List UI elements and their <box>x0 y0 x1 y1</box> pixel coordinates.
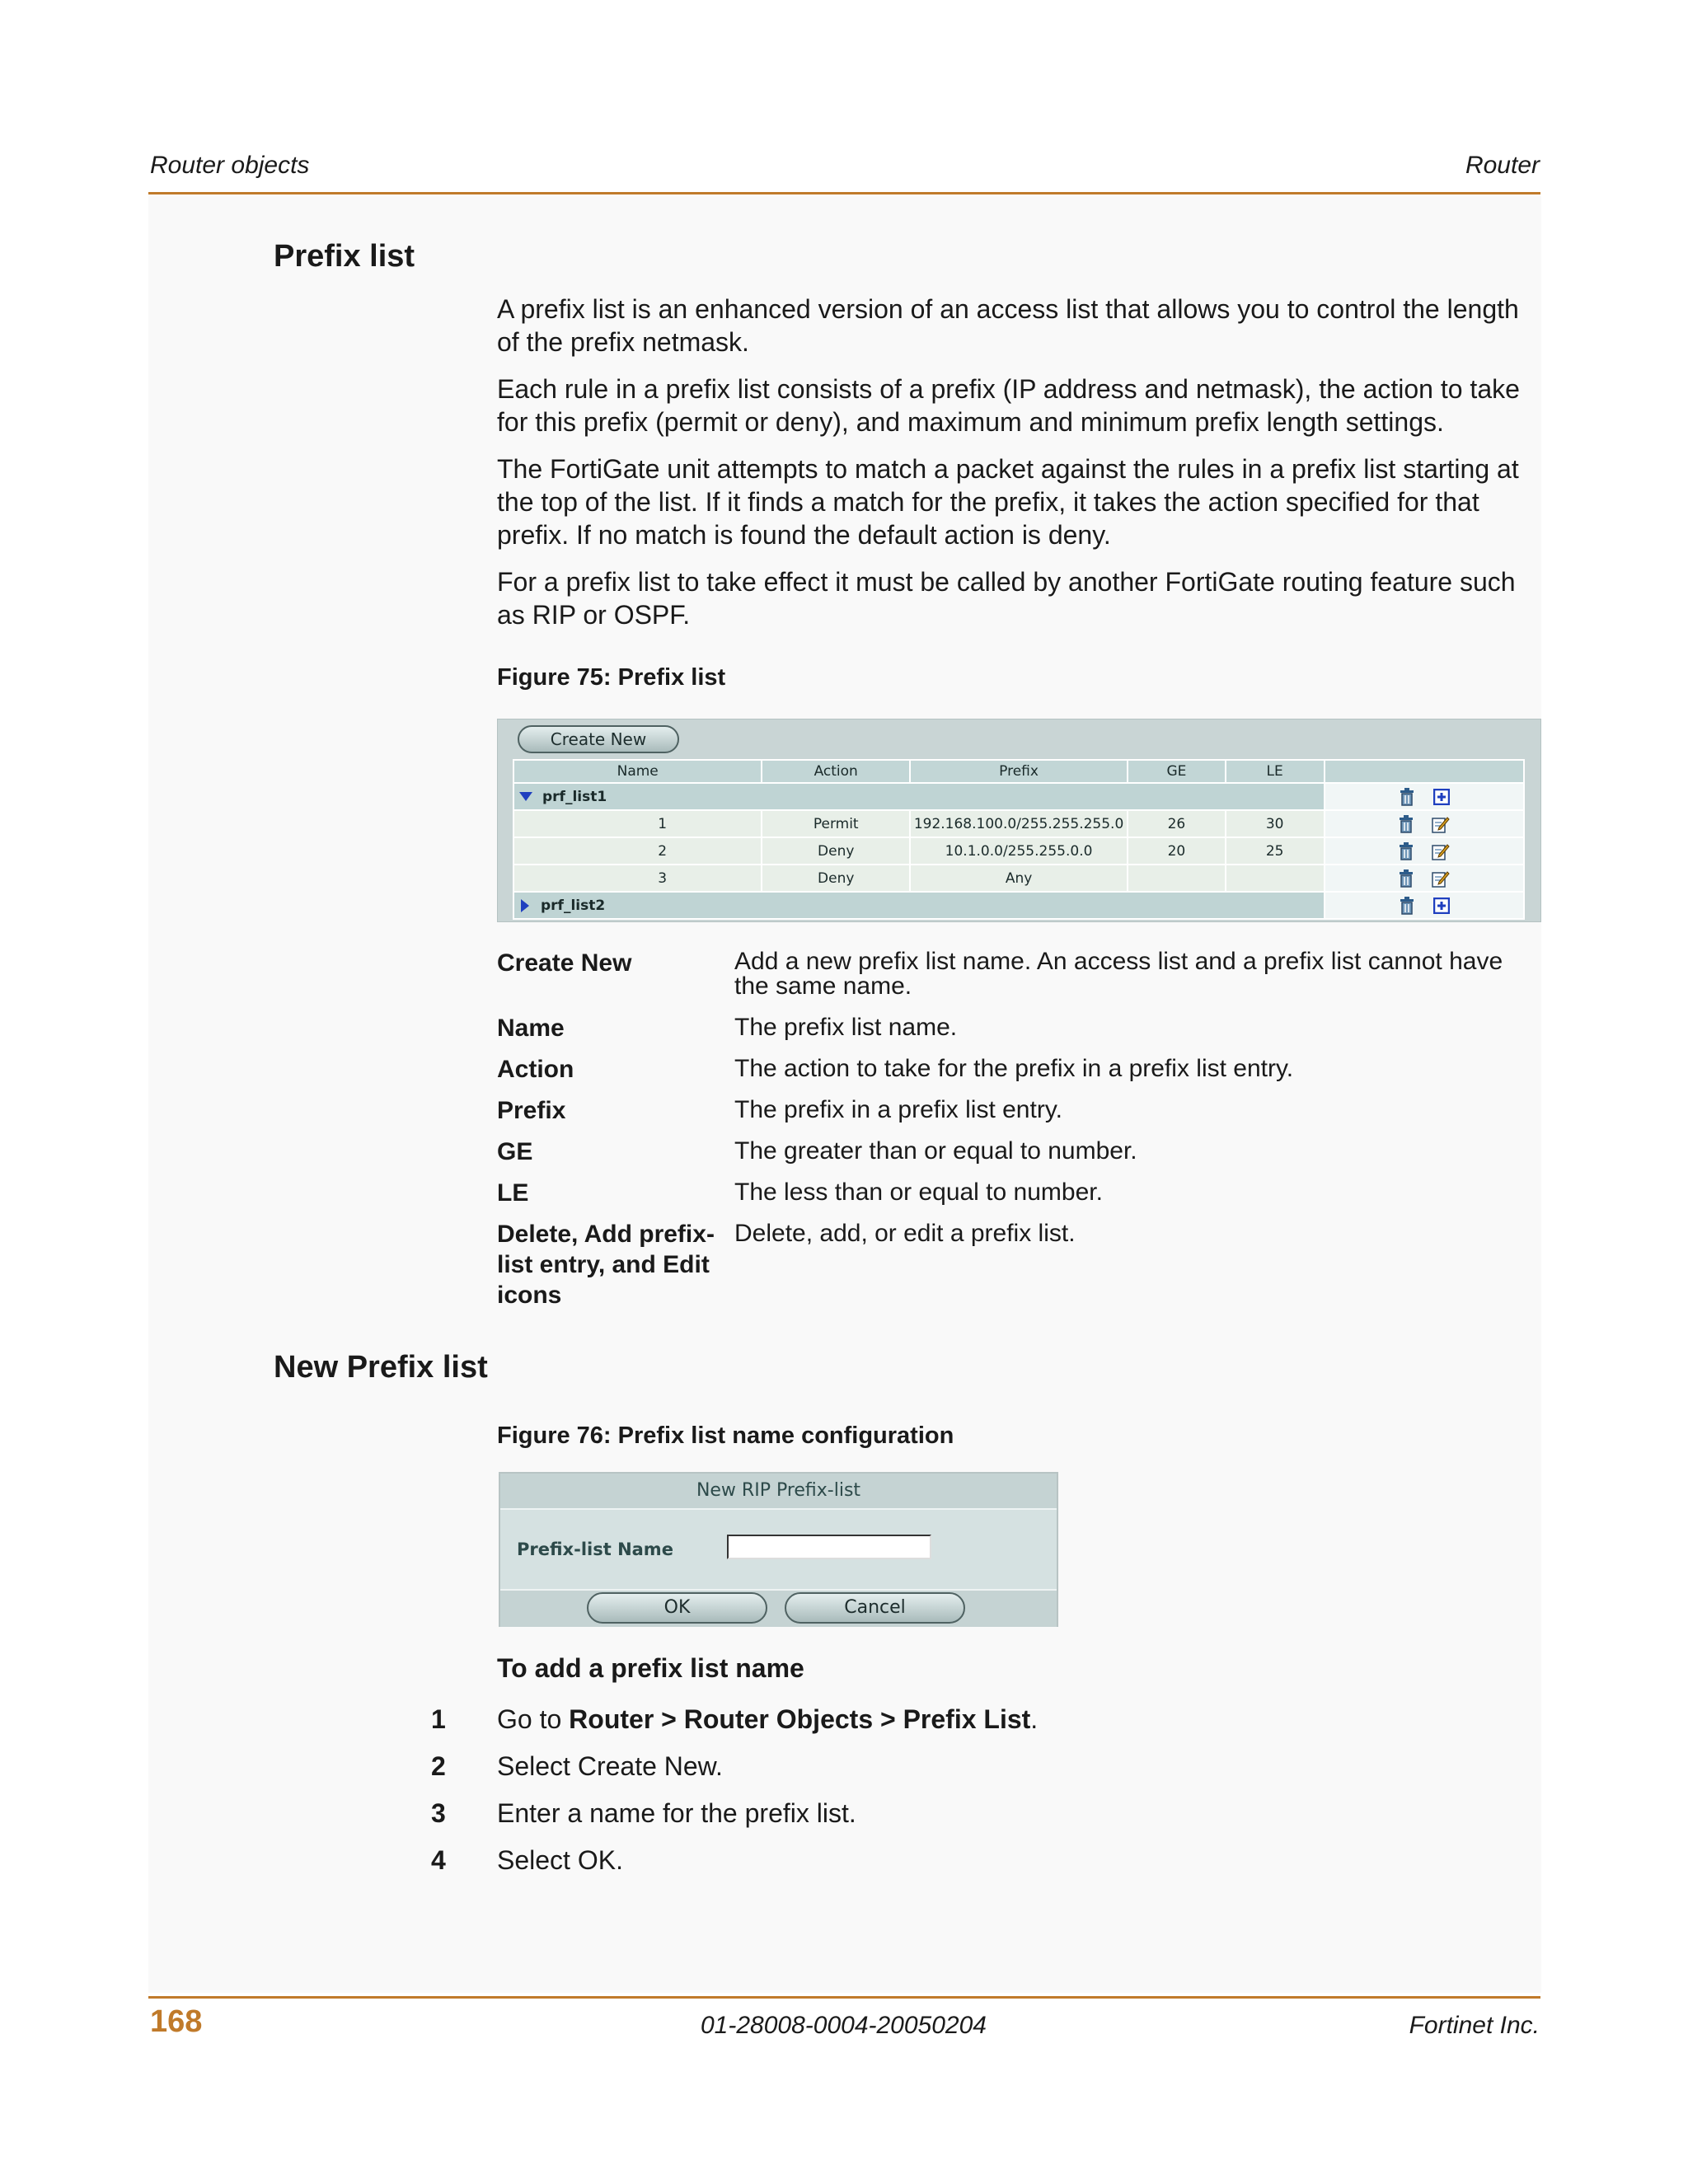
entry-le: 30 <box>1226 810 1325 837</box>
prefix-list-group-row <box>513 783 1524 810</box>
document-number: 01-28008-0004-20050204 <box>701 2012 987 2039</box>
entry-ge <box>1128 865 1226 892</box>
step-text: Enter a name for the prefix list. <box>497 1798 856 1828</box>
figure-caption: Figure 76: Prefix list name configuration <box>497 1422 954 1449</box>
step-number: 1 <box>431 1704 446 1734</box>
definition-term: Action <box>497 1056 574 1083</box>
running-header-right: Router <box>1465 152 1540 179</box>
section-heading-prefix-list: Prefix list <box>274 239 415 274</box>
trash-icon[interactable] <box>1399 788 1415 806</box>
table-header-row <box>513 760 1524 783</box>
definition-description: Add a new prefix list name. An access list and a prefix list cannot have the same name. <box>734 948 1503 1000</box>
page-number: 168 <box>150 2004 203 2039</box>
trash-icon[interactable] <box>1398 815 1414 833</box>
edit-icon[interactable] <box>1432 842 1450 860</box>
prefix-list-table <box>513 759 1525 920</box>
entry-number: 2 <box>513 837 762 865</box>
table-row[interactable] <box>513 810 1524 837</box>
footer-rule <box>148 1996 1540 1999</box>
definition-description: The less than or equal to number. <box>734 1179 1103 1206</box>
procedure-title: To add a prefix list name <box>497 1653 804 1683</box>
definition-term: Name <box>497 1015 565 1042</box>
company-name: Fortinet Inc. <box>1409 2012 1540 2039</box>
dialog-title: New RIP Prefix-list <box>500 1474 1057 1510</box>
collapse-arrow-icon[interactable] <box>521 899 529 912</box>
entry-ge: 20 <box>1128 837 1226 865</box>
definition-term: LE <box>497 1179 529 1207</box>
add-entry-icon[interactable] <box>1433 789 1450 805</box>
entry-action: Deny <box>762 837 910 865</box>
step-text-part: . <box>1030 1704 1039 1734</box>
column-header-ge[interactable]: GE <box>1128 760 1226 783</box>
prefix-list-figure <box>497 719 1541 922</box>
entry-le <box>1226 865 1325 892</box>
column-header-le[interactable]: LE <box>1226 760 1325 783</box>
table-row[interactable] <box>513 837 1524 865</box>
running-header-left: Router objects <box>150 152 310 179</box>
definition-description: The greater than or equal to number. <box>734 1137 1137 1165</box>
entry-prefix: 192.168.100.0/255.255.255.0 <box>910 810 1128 837</box>
column-header-action[interactable]: Action <box>762 760 910 783</box>
entry-prefix: Any <box>910 865 1128 892</box>
ok-button[interactable]: OK <box>587 1592 767 1624</box>
entry-action: Deny <box>762 865 910 892</box>
menu-path: Router > Router Objects > Prefix List <box>569 1704 1031 1734</box>
step-number: 2 <box>431 1751 446 1781</box>
entry-number: 3 <box>513 865 762 892</box>
trash-icon[interactable] <box>1398 869 1414 888</box>
step-text <box>497 1704 1038 1735</box>
column-header-actions <box>1325 760 1524 783</box>
trash-icon[interactable] <box>1399 897 1415 915</box>
step-number: 3 <box>431 1798 446 1828</box>
edit-icon[interactable] <box>1432 815 1450 833</box>
dialog-footer <box>500 1589 1057 1627</box>
prefix-list-name-dialog <box>499 1472 1058 1627</box>
section-heading-new-prefix-list: New Prefix list <box>274 1350 488 1385</box>
definition-term: Delete, Add prefix-list entry, and Edit icons <box>497 1221 715 1309</box>
header-rule <box>148 192 1540 194</box>
prefix-list-group-row <box>513 892 1524 919</box>
step-text: Select OK. <box>497 1845 623 1875</box>
entry-le: 25 <box>1226 837 1325 865</box>
definition-description: The prefix in a prefix list entry. <box>734 1096 1062 1123</box>
step-text-part: Go to <box>497 1704 570 1734</box>
edit-icon[interactable] <box>1432 869 1450 888</box>
definition-term: Create New <box>497 949 632 977</box>
definition-description: Delete, add, or edit a prefix list. <box>734 1220 1076 1247</box>
trash-icon[interactable] <box>1398 842 1414 860</box>
column-header-name[interactable]: Name <box>513 760 762 783</box>
prefix-list-name-input[interactable] <box>727 1535 931 1559</box>
expand-arrow-icon[interactable] <box>519 792 532 801</box>
paragraph: Each rule in a prefix list consists of a prefix (IP address and netmask), the action to take for this prefix (permit or deny), and maximum and minimum prefix length settings. <box>497 374 1520 437</box>
prefix-list-name[interactable]: prf_list1 <box>542 788 607 805</box>
table-row[interactable] <box>513 865 1524 892</box>
cancel-button[interactable]: Cancel <box>785 1592 965 1624</box>
create-new-button[interactable]: Create New <box>518 725 679 753</box>
paragraph: For a prefix list to take effect it must be called by another FortiGate routing feature such as RIP or OSPF. <box>497 567 1516 630</box>
definition-term: Prefix <box>497 1097 566 1124</box>
add-entry-icon[interactable] <box>1433 898 1450 914</box>
step-number: 4 <box>431 1845 446 1875</box>
column-header-prefix[interactable]: Prefix <box>910 760 1128 783</box>
figure-caption: Figure 75: Prefix list <box>497 664 726 691</box>
paragraph: The FortiGate unit attempts to match a packet against the rules in a prefix list starting at the top of the list. If it finds a match for the prefix, it takes the action specified for that prefix. If no match is found the default action is deny. <box>497 454 1519 550</box>
entry-action: Permit <box>762 810 910 837</box>
definition-description: The prefix list name. <box>734 1014 958 1041</box>
paragraph: A prefix list is an enhanced version of an access list that allows you to control the length of the prefix netmask. <box>497 294 1519 357</box>
entry-ge: 26 <box>1128 810 1226 837</box>
definition-description: The action to take for the prefix in a prefix list entry. <box>734 1055 1294 1082</box>
entry-number: 1 <box>513 810 762 837</box>
entry-prefix: 10.1.0.0/255.255.0.0 <box>910 837 1128 865</box>
prefix-list-name-label: Prefix-list Name <box>517 1540 673 1559</box>
prefix-list-name[interactable]: prf_list2 <box>541 897 606 914</box>
step-text: Select Create New. <box>497 1751 723 1781</box>
definition-term: GE <box>497 1138 533 1165</box>
